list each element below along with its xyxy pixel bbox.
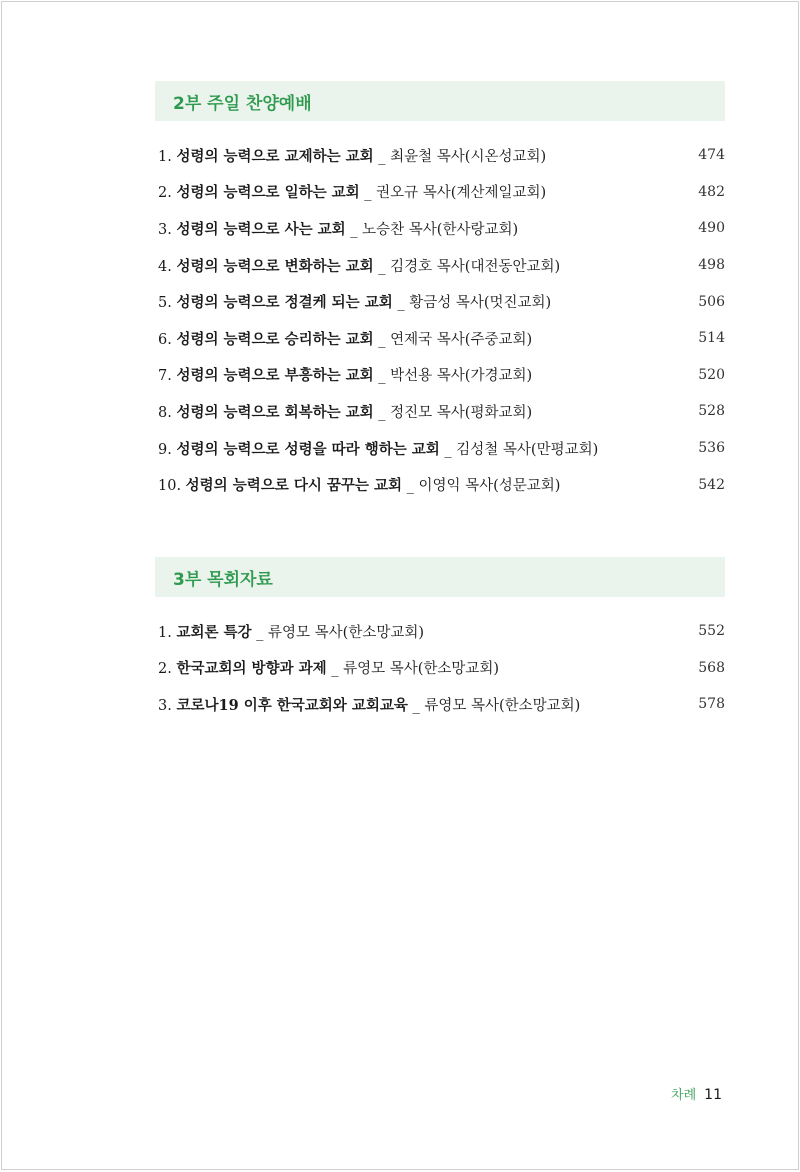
footer-label: 차례 — [671, 1088, 697, 1103]
toc-entry-author: 황금성 목사(멋진교회) — [409, 295, 552, 312]
toc-entry-text — [155, 218, 675, 239]
toc-entry-separator: _ — [439, 441, 457, 458]
toc-entry-page: 474 — [698, 147, 725, 164]
toc-entry-page: 514 — [698, 330, 725, 347]
toc-entry-separator: _ — [407, 697, 425, 714]
toc-entry-separator: _ — [345, 221, 363, 238]
toc-section-part3 — [155, 557, 725, 723]
toc-entry-title: 성령의 능력으로 회복하는 교회 — [176, 403, 374, 421]
toc-entry-title: 코로나19 이후 한국교회와 교회교육 — [176, 696, 408, 714]
toc-entry-separator: _ — [373, 331, 391, 348]
toc-entry-text — [155, 621, 675, 642]
toc-entry-text — [155, 145, 675, 166]
toc-entry-number: 6. — [158, 331, 172, 348]
toc-entry-text — [155, 328, 675, 349]
toc-entry-text — [155, 657, 675, 678]
toc-entry-text — [155, 364, 675, 385]
toc-entry-separator: _ — [373, 258, 391, 275]
toc-list — [155, 137, 725, 503]
toc-entry-page: 536 — [698, 440, 725, 457]
toc-entry-page: 506 — [698, 293, 725, 310]
toc-entry-separator: _ — [401, 478, 419, 495]
toc-entry[interactable] — [155, 466, 725, 503]
toc-entry[interactable] — [155, 210, 725, 247]
toc-entry-number: 1. — [158, 148, 172, 165]
toc-entry[interactable] — [155, 393, 725, 430]
toc-entry-title: 한국교회의 방향과 과제 — [176, 660, 327, 678]
section-header: 2부 주일 찬양예배 — [155, 81, 725, 121]
toc-entry-page: 578 — [698, 696, 725, 713]
toc-entry-title: 성령의 능력으로 일하는 교회 — [176, 184, 360, 202]
toc-entry-title: 성령의 능력으로 변화하는 교회 — [176, 257, 374, 275]
toc-entry-author: 연제국 목사(주중교회) — [390, 331, 533, 348]
toc-entry-number: 8. — [158, 404, 172, 421]
toc-entry[interactable] — [155, 174, 725, 211]
toc-entry-title: 성령의 능력으로 성령을 따라 행하는 교회 — [176, 440, 440, 458]
toc-section-part2 — [155, 81, 725, 503]
toc-entry-number: 9. — [158, 441, 172, 458]
toc-entry-author: 김성철 목사(만평교회) — [456, 441, 599, 458]
toc-page — [1, 1, 799, 1170]
toc-entry-separator: _ — [373, 404, 391, 421]
toc-entry-separator: _ — [373, 148, 391, 165]
toc-entry[interactable] — [155, 686, 725, 723]
toc-entry-text — [155, 401, 675, 422]
toc-entry-author: 류영모 목사(한소망교회) — [268, 624, 425, 641]
toc-entry-text — [155, 694, 675, 715]
toc-entry-page: 498 — [698, 257, 725, 274]
toc-entry-number: 3. — [158, 221, 172, 238]
toc-entry-title: 성령의 능력으로 부흥하는 교회 — [176, 367, 374, 385]
toc-entry-author: 이영익 목사(성문교회) — [418, 478, 561, 495]
toc-entry-title: 성령의 능력으로 정결케 되는 교회 — [176, 294, 393, 312]
toc-entry-author: 권오규 목사(계산제일교회) — [376, 185, 547, 202]
toc-entry-author: 박선용 목사(가경교회) — [390, 368, 533, 385]
toc-entry[interactable] — [155, 137, 725, 174]
toc-entry[interactable] — [155, 320, 725, 357]
toc-entry-number: 2. — [158, 185, 172, 202]
toc-entry-text — [155, 291, 675, 312]
toc-entry-number: 7. — [158, 368, 172, 385]
toc-entry-title: 교회론 특강 — [176, 623, 252, 641]
toc-entry-text — [155, 474, 675, 495]
toc-entry-number: 2. — [158, 661, 172, 678]
toc-entry-number: 5. — [158, 295, 172, 312]
toc-entry-author: 류영모 목사(한소망교회) — [343, 661, 500, 678]
toc-entry-number: 10. — [158, 478, 182, 495]
toc-entry-text — [155, 181, 675, 202]
toc-entry-author: 류영모 목사(한소망교회) — [424, 697, 581, 714]
toc-entry-page: 552 — [698, 623, 725, 640]
page-number: 11 — [704, 1087, 722, 1103]
toc-entry-separator: _ — [326, 661, 344, 678]
toc-entry-page: 520 — [698, 366, 725, 383]
toc-entry[interactable] — [155, 283, 725, 320]
toc-entry-page: 528 — [698, 403, 725, 420]
toc-entry[interactable] — [155, 247, 725, 284]
toc-entry-page: 482 — [698, 183, 725, 200]
section-header: 3부 목회자료 — [155, 557, 725, 597]
toc-entry-author: 노승찬 목사(한사랑교회) — [362, 221, 519, 238]
page-footer — [671, 1084, 722, 1103]
toc-entry-separator: _ — [359, 185, 377, 202]
toc-entry-page: 490 — [698, 220, 725, 237]
toc-entry-number: 1. — [158, 624, 172, 641]
toc-entry[interactable] — [155, 357, 725, 394]
toc-entry-title: 성령의 능력으로 교제하는 교회 — [176, 147, 374, 165]
toc-entry-title: 성령의 능력으로 사는 교회 — [176, 220, 346, 238]
toc-entry-separator: _ — [251, 624, 269, 641]
toc-entry-author: 김경호 목사(대전동안교회) — [390, 258, 561, 275]
toc-entry-number: 4. — [158, 258, 172, 275]
toc-entry-author: 최윤철 목사(시온성교회) — [390, 148, 547, 165]
toc-entry-text — [155, 255, 675, 276]
toc-entry-page: 568 — [698, 659, 725, 676]
toc-entry-title: 성령의 능력으로 승리하는 교회 — [176, 330, 374, 348]
toc-entry[interactable] — [155, 650, 725, 687]
toc-entry-text — [155, 438, 675, 459]
toc-entry-author: 정진모 목사(평화교회) — [390, 404, 533, 421]
toc-entry-separator: _ — [373, 368, 391, 385]
toc-entry-page: 542 — [698, 476, 725, 493]
toc-entry[interactable] — [155, 430, 725, 467]
toc-entry-separator: _ — [392, 295, 410, 312]
toc-entry-title: 성령의 능력으로 다시 꿈꾸는 교회 — [185, 477, 402, 495]
toc-entry-number: 3. — [158, 697, 172, 714]
toc-entry[interactable] — [155, 613, 725, 650]
toc-list — [155, 613, 725, 723]
